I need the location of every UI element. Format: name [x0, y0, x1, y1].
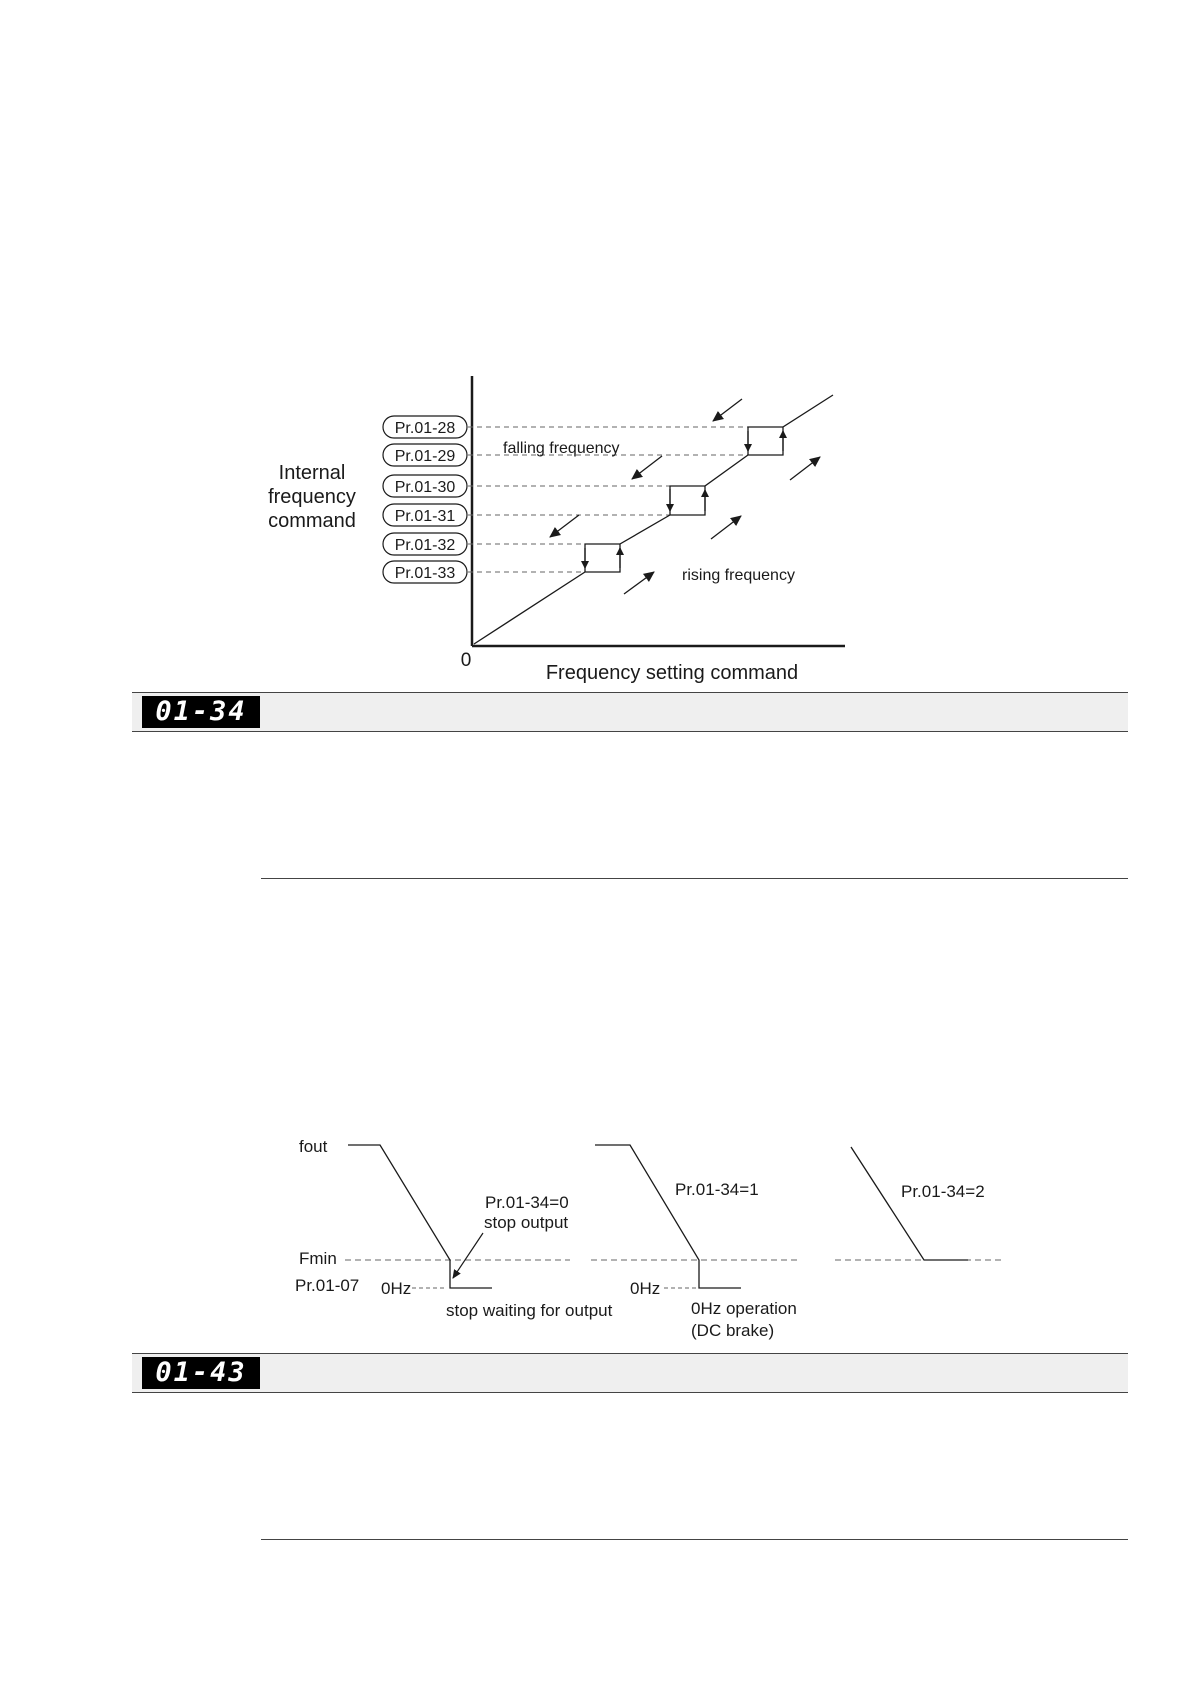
- zero-speed-mode-diagram: [0, 1120, 1190, 1350]
- fmin-label: Fmin: [299, 1249, 337, 1268]
- zero-hz-label-b: 0Hz: [630, 1279, 661, 1298]
- param-pill-01-28: [383, 416, 467, 438]
- mode0-label: Pr.01-34=0: [485, 1193, 569, 1212]
- hysteresis-box-low: [585, 544, 620, 572]
- zero-hz-label-a: 0Hz: [381, 1279, 412, 1298]
- y-axis-title-line2: frequency: [268, 486, 356, 508]
- y-axis-title-line3: command: [268, 510, 356, 532]
- hysteresis-box-high: [748, 427, 783, 455]
- svg-text:Pr.01-31: Pr.01-31: [394, 508, 456, 525]
- mode0-description: stop output: [484, 1213, 569, 1232]
- param-pill-01-29: [383, 444, 467, 466]
- pr0107-label: Pr.01-07: [295, 1276, 360, 1295]
- mode1-curve: [595, 1145, 741, 1288]
- mode0-pointer: [453, 1233, 483, 1278]
- svg-text:Pr.01-30: Pr.01-30: [394, 479, 456, 496]
- skip-frequency-diagram: [0, 0, 1190, 700]
- svg-text:Pr.01-32: Pr.01-32: [394, 537, 456, 554]
- stop-waiting-label: stop waiting for output: [446, 1301, 613, 1320]
- param-pill-01-32: [383, 533, 467, 555]
- origin-label: 0: [460, 650, 472, 671]
- param-pill-01-30: [383, 475, 467, 497]
- param-code-badge: 01-34: [142, 696, 260, 728]
- x-axis-title: Frequency setting command: [545, 662, 799, 684]
- section-divider: [261, 878, 1128, 879]
- hysteresis-box-mid: [670, 486, 705, 515]
- mode2-label: Pr.01-34=2: [901, 1182, 985, 1201]
- svg-text:Pr.01-28: Pr.01-28: [394, 420, 456, 437]
- param-header-01-34: [132, 692, 1128, 732]
- zero-hz-operation-label: 0Hz operation: [691, 1299, 797, 1318]
- param-code-badge: 01-43: [142, 1357, 260, 1389]
- dc-brake-label: (DC brake): [691, 1321, 775, 1340]
- section-divider: [261, 1539, 1128, 1540]
- falling-frequency-label: falling frequency: [503, 440, 620, 457]
- mode2-curve: [851, 1147, 968, 1260]
- fout-label: fout: [299, 1137, 328, 1156]
- rising-frequency-label: rising frequency: [682, 567, 795, 584]
- param-pill-01-31: [383, 504, 467, 526]
- falling-arrows: [550, 399, 742, 537]
- mode0-curve: [348, 1145, 492, 1288]
- param-header-01-43: [132, 1353, 1128, 1393]
- svg-text:Pr.01-29: Pr.01-29: [394, 448, 456, 465]
- svg-text:Pr.01-33: Pr.01-33: [394, 565, 456, 582]
- command-line: [474, 395, 833, 644]
- param-pill-01-33: [383, 561, 467, 583]
- y-axis-title-line1: Internal: [278, 462, 346, 484]
- mode1-label: Pr.01-34=1: [675, 1180, 759, 1199]
